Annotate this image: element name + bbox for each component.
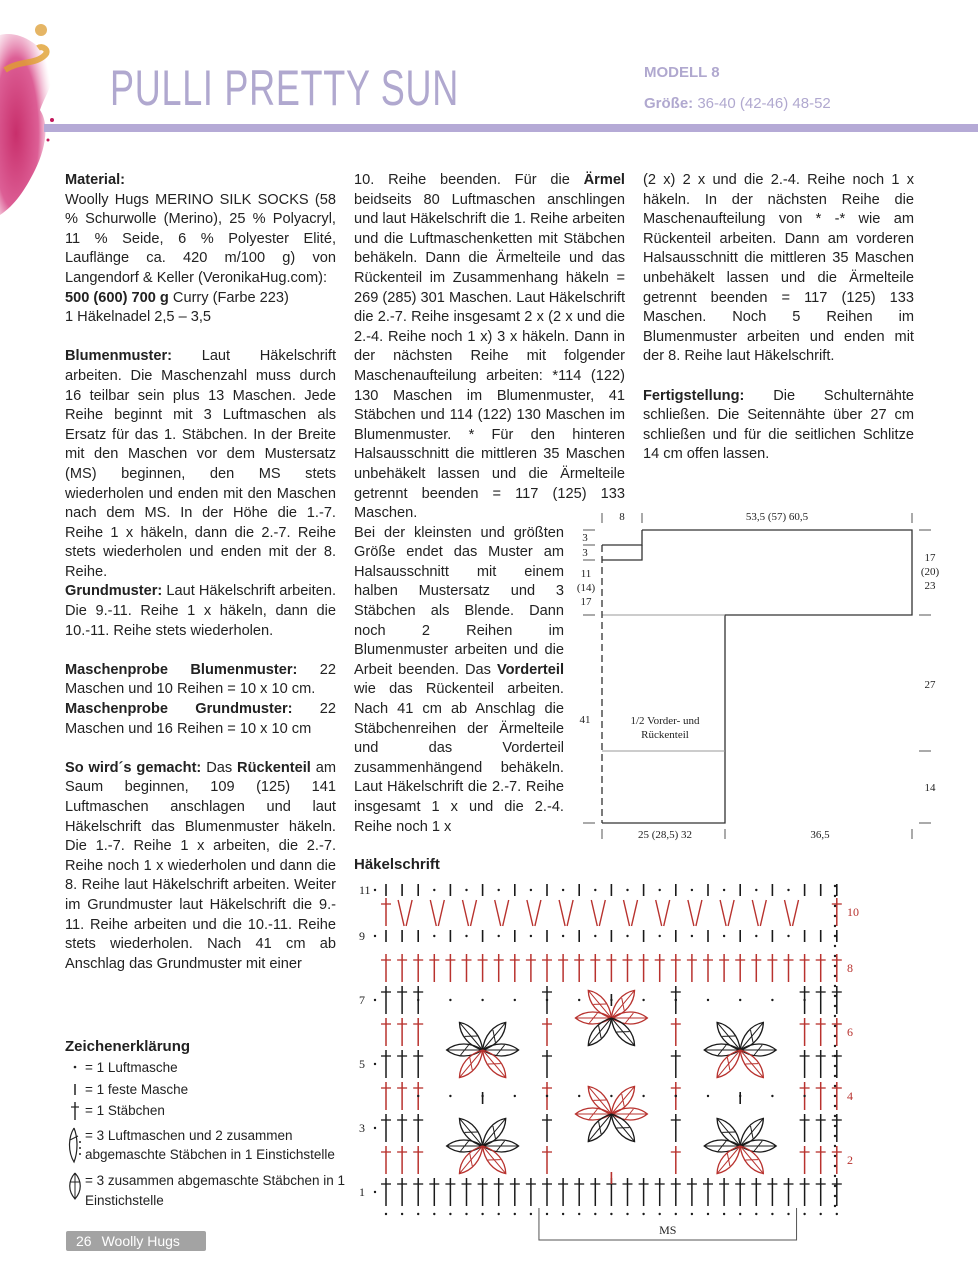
gauge-flower-text: 22 Maschen und 10 Reihen = 10 x 10 cm. [65,661,336,698]
front-piece-term: Vorderteil [496,661,564,678]
grundmuster-heading: Grundmuster: [65,583,163,600]
legend-text: = 3 zusammen abgemaschte Stäbchen in 1 Einstichstelle [85,1173,346,1208]
dim-body-length: 41 [579,714,591,726]
material-needle: 1 Häkelnadel 2,5 – 3,5 [65,309,212,326]
dim-neck-back: 3 [582,532,588,544]
blumenmuster-text: Laut Häkelschrift arbeiten. Die Maschenzahl muss durch 16 teilbar sein plus 13 Maschen. Jede Reihe beginnt mit 3 Luftmaschen als Ersatz für das 1. Stäbchen. In der Breite mit den Maschen vor dem Mustersatz (MS) beginnen, den MS stets wiederholen und enden mit den Maschen nach dem MS. In der Höhe die 1.-7. Reihe 1 x häkeln, dann die 2.-7. Reihe stets wiederholen und enden mit der 8. Reihe. [65,348,336,580]
blumenmuster-paragraph [65,347,336,582]
instructions-paragraph [65,759,336,975]
cluster-two-icon [65,1126,85,1171]
footer-brand: Woolly Hugs [101,1233,180,1249]
dim-sleeve-b: (20) [920,566,940,578]
legend-item [65,1126,355,1171]
col2-text-d: wie das Rückenteil arbeiten. Nach 41 cm ab Anschlag die Stäbchenreihen der Ärmelteile und das Vorderteil zusammenhängend behäkeln. Laut Häkelschrift die 2.-7. Reihe insgesamt 1 x und die 2.-4. Reihe noch 1 x [354,681,564,835]
dim-sleeve-a: 17 [924,552,936,564]
legend-text: = 1 feste Masche [85,1081,189,1097]
legend-text: = 3 Luftmaschen und 2 zusammen abgemaschte Stäbchen in 1 Einstichstelle [85,1128,335,1163]
dim-neck-width: 8 [619,511,625,523]
cluster-three-icon [65,1171,85,1206]
single-crochet-icon [65,1080,85,1101]
col2-text-a: 10. Reihe beenden. Für die [354,172,584,188]
legend-item [65,1171,355,1210]
model-number: MODELL 8 [644,64,720,81]
watercolor-splash [0,0,70,220]
page-title: PULLI PRETTY SUN [110,60,459,116]
gauge-basic [65,700,336,739]
legend-item [65,1101,355,1126]
dim-sleeve-length: 36,5 [810,829,830,841]
repeat-label: MS [659,1223,677,1237]
row-number-left: 9 [359,929,365,943]
dim-yoke-b: (14) [576,582,596,594]
row-number-left: 11 [359,883,371,897]
size-label: Größe: [644,95,694,112]
grundmuster-text: Laut Häkelschrift arbeiten. Die 9.-11. Reihe 1 x häkeln, dann die 10.-11. Reihe stets wiederholen. [65,583,336,639]
material-amount: 500 (600) 700 g [65,289,169,306]
header-rule [44,124,978,132]
crochet-chart [355,878,875,1248]
dim-neck-front: 3 [582,547,588,559]
piece-label-1: 1/2 Vorder- und [630,715,700,727]
gauge-basic-heading: Maschenprobe Grundmuster: [65,701,293,718]
col3-text: (2 x) 2 x und die 2.-4. Reihe noch 1 x häkeln. In der nächsten Reihe die Maschenaufteilung von * -* wie am Rückenteil arbeiten. Dann am vorderen Halsausschnitt die mittleren 35 Maschen unbehäkelt lassen und die Ärmelteile getrennt beenden = 117 (125) 133 Maschen. Noch 5 Reihen im Blumenmuster arbeiten und enden mit der 8. Reihe laut Häkelschrift. [643,172,914,365]
legend-item [65,1058,355,1079]
legend-title: Zeichenerklärung [65,1038,191,1055]
dim-sleeve-c: 23 [924,580,936,592]
row-number-right: 8 [847,961,853,975]
back-piece-term: Rückenteil [237,759,311,776]
dim-side-seam: 27 [924,679,936,691]
blumenmuster-heading: Blumenmuster: [65,348,173,365]
dim-yoke-a: 11 [580,568,592,580]
row-number-right: 10 [847,905,859,919]
dim-slit: 14 [924,782,936,794]
instructions-heading: So wird´s gemacht: [65,759,202,776]
material-color: Curry (Farbe 223) [168,289,289,306]
size-value: 36-40 (42-46) 48-52 [693,95,831,112]
legend-text: = 1 Stäbchen [85,1102,165,1118]
gauge-flower-heading: Maschenprobe Blumenmuster: [65,661,298,678]
material-heading: Material: [65,172,126,188]
dim-sleeve-width: 53,5 (57) 60,5 [745,511,809,523]
row-number-left: 3 [359,1121,365,1135]
sleeve-term: Ärmel [583,172,625,188]
piece-label-2: Rückenteil [641,729,689,741]
chart-title: Häkelschrift [354,856,440,873]
page-number: 26 [76,1233,92,1249]
col2-text-c: Bei der kleinsten und größten Größe endet das Muster am Halsausschnitt mit einem halben Mustersatz und 3 Stäbchen als Blende. Dann noch 2 Reihen im Blumenmuster arbeiten und die Arbeit beenden. Das [354,524,564,678]
row-number-right: 2 [847,1153,853,1167]
legend-item [65,1080,355,1101]
col2-text-b: beidseits 80 Luftmaschen anschlingen und laut Häkelschrift die 1. Reihe arbeiten und die Luftmaschenketten mit Stäbchen behäkeln. Dann die Ärmelteile und das Rückenteil im Zusammenhang häkeln = 269 (285) 301 Maschen. Laut Häkelschrift die 2.-7. Reihe insgesamt 2 x (2 x und die 2.-4. Reihe noch 1 x) 3 x häkeln. Dann in der nächsten Reihe mit folgender Maschenaufteilung arbeiten: *114 (122) 130 Maschen im Blumenmuster, 41 Stäbchen und 114 (122) 130 Maschen im Blumenmuster. * Für den hinteren Halsausschnitt die mittleren 35 Maschen unbehäkelt lassen und die Ärmelteile getrennt beenden = 117 (125) 133 Maschen. [354,191,625,522]
symbol-legend [65,1037,355,1210]
legend-text: = 1 Luftmasche [85,1060,178,1076]
finishing-text: Die Schulternähte schließen. Die Seitennähte über 27 cm schließen und für die seitlichen Schlitze 14 cm offen lassen. [643,387,914,463]
grundmuster-paragraph [65,582,336,641]
column-1 [65,171,336,974]
garment-schematic [565,505,965,845]
row-number-right: 4 [847,1089,853,1103]
dim-yoke-c: 17 [580,596,592,608]
page-footer [66,1231,206,1251]
gauge-basic-text: 22 Maschen und 16 Reihen = 10 x 10 cm [65,701,336,737]
double-crochet-icon [65,1101,85,1126]
instructions-text-a: Das [201,759,238,776]
row-number-left: 1 [359,1185,365,1199]
row-number-right: 6 [847,1025,853,1039]
row-number-left: 7 [359,993,365,1007]
finishing-heading: Fertigstellung: [643,387,745,404]
gauge-flower [65,661,336,700]
instructions-text-b: am Saum beginnen, 109 (125) 141 Luftmaschen anschlagen und laut Häkelschrift das Blumenmuster häkeln. Die 1.-7. Reihe 1 x arbeiten, die 2.-7. Reihe noch 1 x wiederholen und dann die 8. Reihe laut Häkelschrift arbeiten. Weiter im Grundmuster laut Häkelschrift die 9.- 11. Reihe arbeiten und die 10.-11. Reihe stets wiederholen. Nach 41 cm ab Anschlag das Grundmuster mit einer [65,759,337,972]
dim-half-width: 25 (28,5) 32 [637,829,693,841]
column-3 [643,171,914,465]
material-text: Woolly Hugs MERINO SILK SOCKS (58 % Schurwolle (Merino), 25 % Polyacryl, 11 % Seide, 6 % Polyester Elité, Lauflänge ca. 420 m/100 g) von Langendorf & Keller (VeronikaHug.com): [65,191,336,286]
row-number-left: 5 [359,1057,365,1071]
chain-dot-icon [65,1058,85,1079]
size-info [644,95,831,112]
